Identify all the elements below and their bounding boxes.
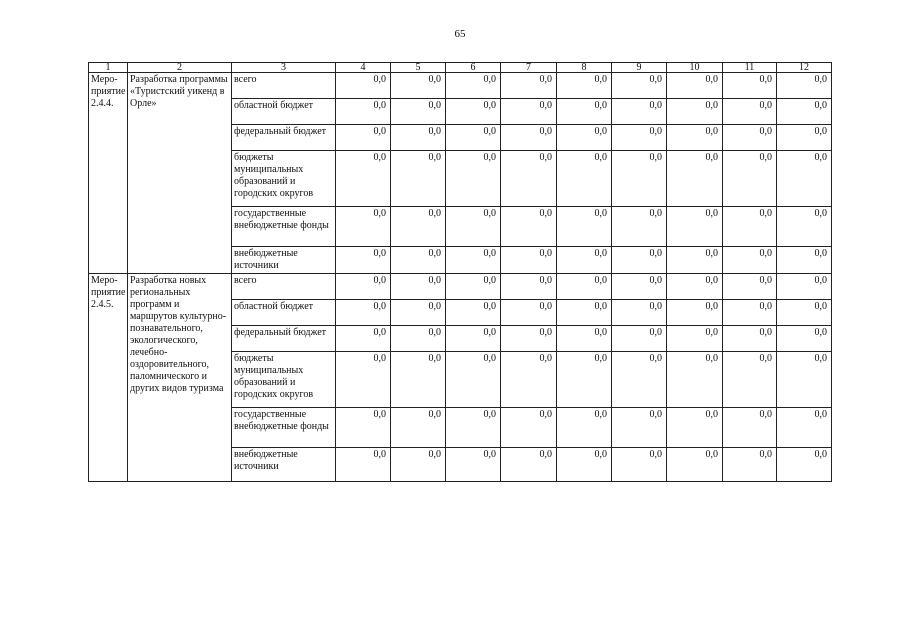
value-cell: 0,0 (777, 408, 832, 448)
value-cell: 0,0 (723, 125, 777, 151)
value-cell: 0,0 (612, 125, 667, 151)
value-cell: 0,0 (501, 73, 557, 99)
value-cell: 0,0 (336, 326, 391, 352)
value-cell: 0,0 (777, 274, 832, 300)
header-cell: 9 (612, 63, 667, 73)
value-cell: 0,0 (612, 274, 667, 300)
event-id-cell: Меро-приятие 2.4.5. (89, 274, 128, 482)
value-cell: 0,0 (391, 300, 446, 326)
value-cell: 0,0 (501, 207, 557, 247)
value-cell: 0,0 (667, 247, 723, 274)
value-cell: 0,0 (667, 99, 723, 125)
value-cell: 0,0 (557, 125, 612, 151)
value-cell: 0,0 (501, 408, 557, 448)
value-cell: 0,0 (336, 408, 391, 448)
value-cell: 0,0 (667, 73, 723, 99)
value-cell: 0,0 (391, 151, 446, 207)
funding-source-cell: внебюджетные источники (232, 247, 336, 274)
funding-source-cell: внебюджетные источники (232, 448, 336, 482)
value-cell: 0,0 (777, 352, 832, 408)
header-cell: 3 (232, 63, 336, 73)
value-cell: 0,0 (612, 448, 667, 482)
value-cell: 0,0 (336, 274, 391, 300)
value-cell: 0,0 (446, 300, 501, 326)
page-number: 65 (454, 28, 466, 40)
event-id-cell: Меро-приятие 2.4.4. (89, 73, 128, 274)
value-cell: 0,0 (777, 99, 832, 125)
budget-table (88, 62, 832, 482)
value-cell: 0,0 (723, 274, 777, 300)
value-cell: 0,0 (667, 300, 723, 326)
table-body (89, 63, 832, 482)
value-cell: 0,0 (667, 274, 723, 300)
value-cell: 0,0 (446, 151, 501, 207)
value-cell: 0,0 (777, 73, 832, 99)
value-cell: 0,0 (501, 300, 557, 326)
value-cell: 0,0 (446, 207, 501, 247)
funding-source-cell: федеральный бюджет (232, 125, 336, 151)
value-cell: 0,0 (557, 247, 612, 274)
value-cell: 0,0 (391, 326, 446, 352)
event-name-cell: Разработка новых региональных программ и маршрутов культурно-познавательного, экологического, лечебно-оздоровительного, паломнического и других видов туризма (128, 274, 232, 482)
header-cell: 10 (667, 63, 723, 73)
value-cell: 0,0 (446, 408, 501, 448)
value-cell: 0,0 (667, 125, 723, 151)
value-cell: 0,0 (557, 207, 612, 247)
value-cell: 0,0 (446, 448, 501, 482)
funding-source-cell: всего (232, 274, 336, 300)
value-cell: 0,0 (446, 73, 501, 99)
funding-source-cell: федеральный бюджет (232, 326, 336, 352)
header-cell: 6 (446, 63, 501, 73)
header-cell: 2 (128, 63, 232, 73)
value-cell: 0,0 (501, 247, 557, 274)
value-cell: 0,0 (557, 448, 612, 482)
value-cell: 0,0 (667, 207, 723, 247)
value-cell: 0,0 (777, 207, 832, 247)
value-cell: 0,0 (777, 448, 832, 482)
header-cell: 7 (501, 63, 557, 73)
value-cell: 0,0 (501, 151, 557, 207)
value-cell: 0,0 (391, 247, 446, 274)
value-cell: 0,0 (391, 352, 446, 408)
value-cell: 0,0 (336, 300, 391, 326)
value-cell: 0,0 (501, 326, 557, 352)
header-cell: 5 (391, 63, 446, 73)
value-cell: 0,0 (336, 99, 391, 125)
value-cell: 0,0 (612, 352, 667, 408)
funding-source-cell: бюджеты муниципальных образований и городских округов (232, 352, 336, 408)
value-cell: 0,0 (336, 125, 391, 151)
value-cell: 0,0 (777, 247, 832, 274)
value-cell: 0,0 (777, 300, 832, 326)
value-cell: 0,0 (723, 326, 777, 352)
table-row (89, 73, 832, 99)
header-cell: 11 (723, 63, 777, 73)
value-cell: 0,0 (667, 448, 723, 482)
value-cell: 0,0 (391, 274, 446, 300)
value-cell: 0,0 (446, 99, 501, 125)
value-cell: 0,0 (612, 300, 667, 326)
value-cell: 0,0 (446, 326, 501, 352)
value-cell: 0,0 (723, 408, 777, 448)
value-cell: 0,0 (777, 125, 832, 151)
value-cell: 0,0 (667, 352, 723, 408)
value-cell: 0,0 (557, 274, 612, 300)
value-cell: 0,0 (723, 73, 777, 99)
value-cell: 0,0 (612, 207, 667, 247)
value-cell: 0,0 (336, 247, 391, 274)
value-cell: 0,0 (612, 99, 667, 125)
value-cell: 0,0 (723, 207, 777, 247)
value-cell: 0,0 (336, 448, 391, 482)
value-cell: 0,0 (557, 300, 612, 326)
header-cell: 12 (777, 63, 832, 73)
value-cell: 0,0 (557, 99, 612, 125)
value-cell: 0,0 (391, 408, 446, 448)
value-cell: 0,0 (391, 448, 446, 482)
funding-source-cell: областной бюджет (232, 99, 336, 125)
value-cell: 0,0 (501, 274, 557, 300)
funding-source-cell: государственные внебюджетные фонды (232, 207, 336, 247)
value-cell: 0,0 (557, 326, 612, 352)
value-cell: 0,0 (557, 408, 612, 448)
value-cell: 0,0 (336, 151, 391, 207)
funding-source-cell: бюджеты муниципальных образований и городских округов (232, 151, 336, 207)
value-cell: 0,0 (501, 352, 557, 408)
value-cell: 0,0 (777, 151, 832, 207)
value-cell: 0,0 (391, 73, 446, 99)
header-cell: 4 (336, 63, 391, 73)
value-cell: 0,0 (612, 326, 667, 352)
value-cell: 0,0 (446, 274, 501, 300)
funding-source-cell: государственные внебюджетные фонды (232, 408, 336, 448)
value-cell: 0,0 (446, 125, 501, 151)
value-cell: 0,0 (723, 352, 777, 408)
value-cell: 0,0 (446, 247, 501, 274)
value-cell: 0,0 (612, 73, 667, 99)
value-cell: 0,0 (336, 73, 391, 99)
value-cell: 0,0 (777, 326, 832, 352)
header-row (89, 63, 832, 73)
value-cell: 0,0 (667, 408, 723, 448)
value-cell: 0,0 (723, 151, 777, 207)
value-cell: 0,0 (723, 448, 777, 482)
value-cell: 0,0 (501, 448, 557, 482)
value-cell: 0,0 (612, 408, 667, 448)
value-cell: 0,0 (723, 99, 777, 125)
header-cell: 1 (89, 63, 128, 73)
header-cell: 8 (557, 63, 612, 73)
value-cell: 0,0 (667, 151, 723, 207)
value-cell: 0,0 (446, 352, 501, 408)
event-name-cell: Разработка программы «Туристский уикенд в Орле» (128, 73, 232, 274)
value-cell: 0,0 (667, 326, 723, 352)
value-cell: 0,0 (501, 99, 557, 125)
value-cell: 0,0 (557, 352, 612, 408)
value-cell: 0,0 (612, 151, 667, 207)
value-cell: 0,0 (336, 352, 391, 408)
value-cell: 0,0 (391, 99, 446, 125)
value-cell: 0,0 (612, 247, 667, 274)
value-cell: 0,0 (336, 207, 391, 247)
value-cell: 0,0 (723, 300, 777, 326)
value-cell: 0,0 (557, 73, 612, 99)
value-cell: 0,0 (391, 125, 446, 151)
value-cell: 0,0 (557, 151, 612, 207)
table-row (89, 274, 832, 300)
funding-source-cell: всего (232, 73, 336, 99)
value-cell: 0,0 (501, 125, 557, 151)
value-cell: 0,0 (723, 247, 777, 274)
funding-source-cell: областной бюджет (232, 300, 336, 326)
value-cell: 0,0 (391, 207, 446, 247)
